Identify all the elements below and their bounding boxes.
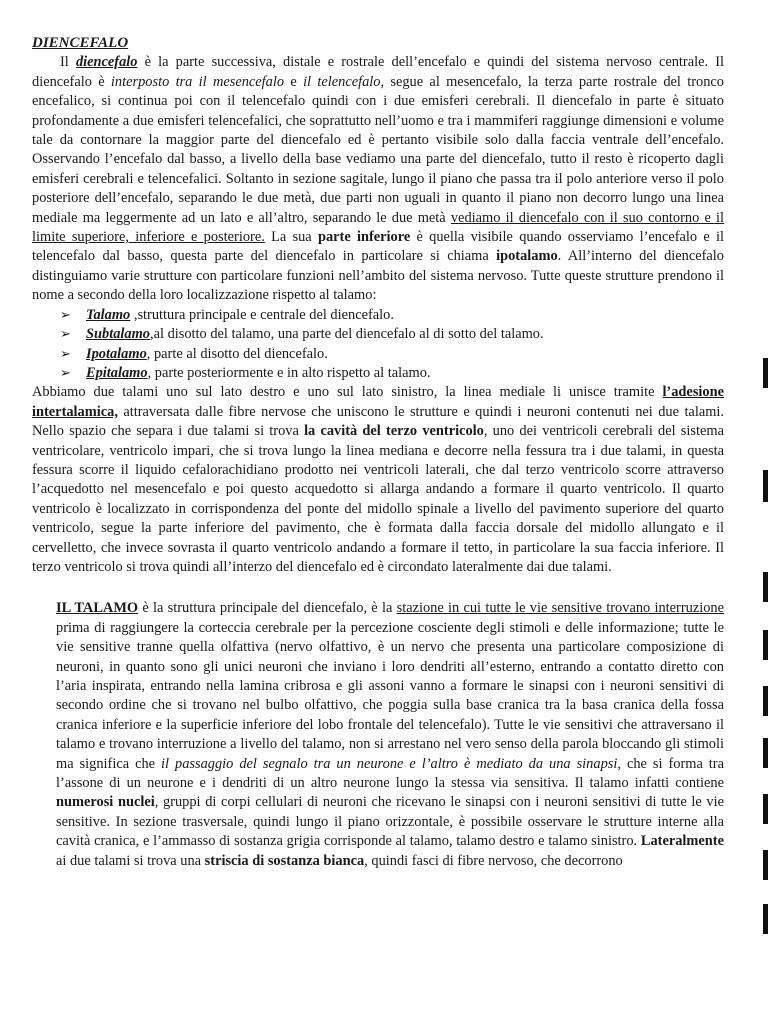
list-item (60, 325, 724, 344)
arrow-bullet-icon: ➢ (60, 307, 71, 323)
bold-term: ipotalamo (496, 248, 558, 265)
text-run: è la struttura principale del diencefalo, è la (138, 600, 397, 617)
binding-hole-mark (763, 572, 768, 602)
text-run: , che si forma tra l’assone di un neurone e i dendriti di un altro neurone lungo la stessa via sensitiva. Il talamo infatti contiene (56, 755, 724, 792)
underlined-text: stazione in cui tutte le vie sensitive trovano interruzione (396, 600, 725, 617)
arrow-bullet-icon: ➢ (60, 327, 71, 343)
text-run: è quella visibile quando osserviamo l’encefalo e il telencefalo dal basso, questa parte del diencefalo in particolare si chiama (32, 229, 725, 265)
list-term: Talamo (86, 306, 131, 323)
arrow-bullet-icon: ➢ (60, 346, 71, 362)
list-term: Epitalamo (86, 364, 148, 381)
list-text: , parte posteriormente e in alto rispetto al talamo. (147, 364, 431, 381)
list-term: Subtalamo (86, 326, 150, 343)
bold-term: striscia di sostanza bianca (204, 852, 365, 869)
binding-hole-mark (763, 630, 768, 660)
text-run: , segue al mesencefalo, la terza parte rostrale del tronco encefalico, si continua poi con il telencefalo quindi con i due emisferi cerebrali. Il diencefalo in parte è situato profondamente a due emisferi telencefalici, che soprattutto nell’uomo e tra i mammiferi raggiunge dimensioni e volume tale da contornare la maggior parte del diencefalo ed è pertanto visibile solo dalla faccia ventrale dell’encefalo. Osservando l’encefalo dal basso, a livello della base vediamo una parte del diencefalo, tutto il resto è ricoperto dagli emisferi cerebrali e telencefalici. Soltanto in sezione sagitale, lungo il piano che passa tra il polo anteriore verso il polo posteriore dell’encefalo, separando le due metà, due parti non uguali in quanto il piano non decorro lungo una linea mediale ma leggermente ad un lato e all’altro, separando le due metà (32, 73, 724, 226)
binding-margin-marks (760, 0, 768, 1024)
section-title-diencefalo: DIENCEFALO (32, 35, 129, 51)
list-term: Ipotalamo (86, 345, 147, 362)
list-text: ,struttura principale e centrale del diencefalo. (130, 306, 394, 323)
binding-hole-mark (763, 738, 768, 768)
binding-hole-mark (763, 470, 768, 502)
list-item (60, 345, 724, 364)
arrow-bullet-icon: ➢ (60, 365, 71, 381)
list-text: ,al disotto del talamo, una parte del diencefalo al di sotto del talamo. (149, 326, 544, 343)
emphasis-text: interposto tra il mesencefalo (110, 73, 285, 90)
binding-hole-mark (763, 904, 768, 934)
emphasis-text: il telencefalo (303, 73, 381, 90)
text-run: , quindi fasci di fibre nervoso, che decorrono (364, 852, 623, 869)
bold-term: Lateralmente (640, 833, 724, 850)
paragraph-talamo (32, 599, 724, 871)
text-run: Il (60, 54, 76, 71)
text-run: e (284, 73, 304, 90)
text-run: , gruppi di corpi cellulari di neuroni che ricevano le sinapsi con i neuroni sensitivi di tutte le vie sensitive. In sezione trasversale, quindi lungo il piano orizzontale, è possibile osservare le strutture interne alla cavità cranica, e l’ammasso di sostanza grigia corrisponde al talamo, talamo destro e talamo sinistro. (56, 794, 724, 850)
list-item (60, 306, 724, 325)
binding-hole-mark (763, 794, 768, 824)
list-text: , parte al disotto del diencefalo. (146, 345, 328, 362)
underlined-text: vediamo il diencefalo con il suo contorno e il limite superiore, inferiore e posteriore. (32, 209, 725, 246)
text-run: . All’interno del diencefalo distinguiamo varie strutture con particolare funzioni nell’ambito del sistema nervoso. Tutte queste strutture prendono il nome a secondo della loro localizzazione rispetto al talamo: (32, 248, 724, 304)
structure-list (32, 306, 724, 384)
text-run: Abbiamo due talami uno sul lato destro e uno sul lato sinistro, la linea mediale li unisce tramite (32, 384, 663, 401)
binding-hole-mark (763, 686, 768, 716)
text-run: è la parte successiva, distale e rostrale dell’encefalo e quindi del sistema nervoso centrale. Il diencefalo è (32, 54, 725, 90)
binding-hole-mark (763, 358, 768, 388)
text-run: ai due talami si trova una (56, 852, 205, 869)
binding-hole-mark (763, 850, 768, 880)
bold-term: numerosi nuclei (56, 794, 155, 811)
paragraph-intro (32, 53, 724, 305)
term-diencefalo: diencefalo (75, 54, 138, 71)
section-gap (32, 577, 724, 599)
list-item (60, 364, 724, 383)
emphasis-text: il passaggio del segnalo tra un neurone e l’altro è mediato da una sinapsi (161, 755, 618, 772)
bold-term: parte inferiore (317, 229, 411, 246)
section-title-talamo: IL TALAMO (56, 600, 139, 617)
text-run: , uno dei ventricoli cerebrali del sistema ventricolare, ventricolo impari, che si trova lungo la linea mediana e decorre nella fessura tra i due talami, in questa fessura scorre il liquido cefalorachidiano prodotto nei ventricoli laterali, che dal terzo ventricolo scorre attraverso l’acquedotto nel mesencefalo e poi questo acquedotto si allarga andando a formare il quarto ventricolo. Il quarto ventricolo è localizzato in corrispondenza del ponte del midollo spinale a livello del pavimento superiore del quarto ventricolo, segue la parte inferiore del pavimento, che è formata dalla faccia dorsale del midollo allungato e il cervelletto, che invece sovrasta il quarto ventricolo andando a formare il tetto, in particolare la sua faccia inferiore. Il terzo ventricolo si trova quindi all’interzo del diencefalo ed è circondato lateralmente dai due talami. (32, 423, 724, 575)
text-run: attraversata dalle fibre nervose che uniscono le strutture e quindi i neuroni contenuti nei due talami. Nello spazio che separa i due talami si trova (32, 403, 724, 440)
paragraph-talami (32, 383, 724, 577)
text-run: prima di raggiungere la corteccia cerebrale per la percezione cosciente degli stimoli e delle informazione; tutte le vie sensitive tranne quella olfattiva (nervo olfattivo, è un nervo che presenta una particolare composizione di neuroni, in quanto sono gli unici neuroni che inviano i loro dendriti all’esterno, entrando a contatto diretto con l’aria inspirata, entrando nella lamina cribrosa e gli assoni vanno a formare le sinapsi con i neuroni sensitivi di secondo ordine che si trovano nel bulbo olfattivo, che poggia sulla base cranica tra la basa cranica della fossa cranica inferiore e la superficie inferiore del lobo frontale del telencefalo). Tutte le vie sensitivi che attraversano il talamo e trovano interruzione a livello del talamo, non si arrestano nel vero senso della parola bloccando gli stimoli ma significa che (56, 619, 724, 772)
text-run: La sua (264, 229, 318, 246)
bold-underlined-term: l’adesione intertalamica, (32, 384, 724, 420)
bold-term: la cavità del terzo ventricolo (304, 423, 484, 440)
